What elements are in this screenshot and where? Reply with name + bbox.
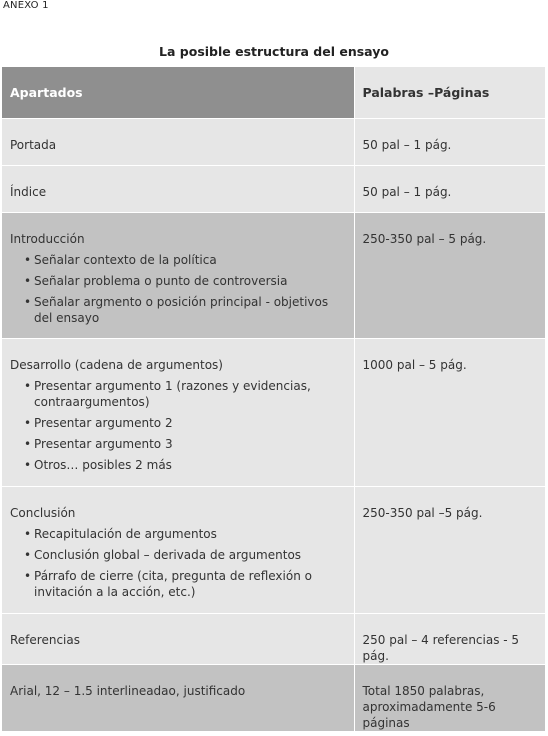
- section-name: Desarrollo (cadena de argumentos): [10, 358, 223, 372]
- header-apartados: Apartados: [2, 67, 354, 119]
- section-name: Índice: [10, 185, 47, 199]
- table-row: [2, 213, 545, 339]
- bullet-item: • Recapitulación de argumentos: [26, 526, 346, 542]
- section-name: Referencias: [10, 633, 80, 647]
- table-row: [2, 339, 545, 487]
- bullet-item: • Párrafo de cierre (cita, pregunta de reflexión o invitación a la acción, etc.): [26, 568, 346, 600]
- words-pages: 1000 pal – 5 pág.: [362, 358, 467, 372]
- bullet-item: • Conclusión global – derivada de argumentos: [26, 547, 346, 563]
- table-row: [2, 119, 545, 166]
- table-row: [2, 614, 545, 665]
- words-pages: 250-350 pal –5 pág.: [362, 506, 483, 520]
- bullet-item: • Presentar argumento 3: [26, 436, 346, 452]
- bullet-item: • Otros… posibles 2 más: [26, 457, 346, 473]
- header-palabras-paginas: Palabras –Páginas: [354, 67, 545, 119]
- document-title: La posible estructura del ensayo: [159, 44, 389, 59]
- bullet-item: • Señalar argmento o posición principal - objetivos del ensayo: [26, 294, 346, 326]
- bullet-list: [10, 378, 346, 473]
- words-pages: 250-350 pal – 5 pág.: [362, 232, 487, 246]
- table-row: [2, 487, 545, 614]
- bullet-item: • Presentar argumento 1 (razones y evidencias, contraargumentos): [26, 378, 346, 410]
- words-pages: Total 1850 palabras, aproximadamente 5-6 páginas: [362, 684, 496, 730]
- words-pages: 250 pal – 4 referencias - 5 pág.: [362, 633, 520, 663]
- section-name: Arial, 12 – 1.5 interlineadao, justificado: [10, 684, 246, 698]
- words-pages: 50 pal – 1 pág.: [362, 138, 452, 152]
- bullet-list: [10, 526, 346, 600]
- table-row: [2, 166, 545, 213]
- table-header-row: [2, 67, 545, 119]
- section-name: Portada: [10, 138, 57, 152]
- bullet-item: • Señalar problema o punto de controversia: [26, 273, 346, 289]
- bullet-list: [10, 252, 346, 326]
- section-name: Conclusión: [10, 506, 76, 520]
- table-row: [2, 665, 545, 732]
- section-name: Introducción: [10, 232, 85, 246]
- essay-structure-table: [2, 67, 545, 732]
- bullet-item: • Presentar argumento 2: [26, 415, 346, 431]
- annex-label: ANEXO 1: [3, 0, 49, 11]
- words-pages: 50 pal – 1 pág.: [362, 185, 452, 199]
- bullet-item: • Señalar contexto de la política: [26, 252, 346, 268]
